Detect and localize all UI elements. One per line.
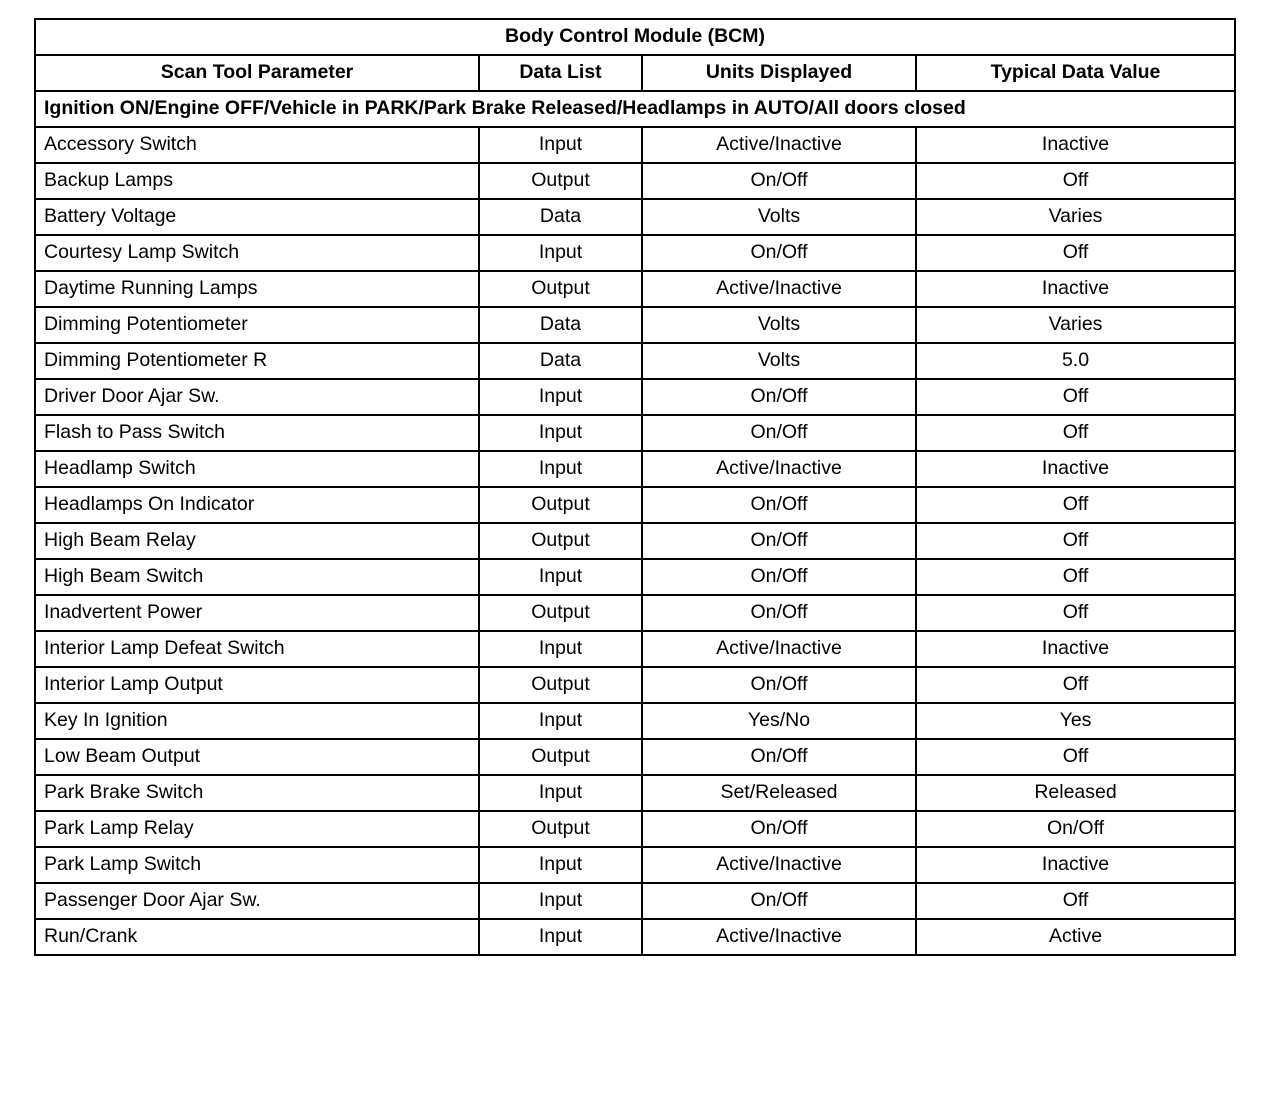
cell-data-list: Output [479,163,642,199]
cell-typical-value: 5.0 [916,343,1235,379]
cell-typical-value: Inactive [916,451,1235,487]
cell-data-list: Data [479,199,642,235]
cell-typical-value: Off [916,235,1235,271]
table-row [35,523,1235,559]
cell-typical-value: Inactive [916,127,1235,163]
table-row [35,343,1235,379]
cell-parameter: High Beam Switch [35,559,479,595]
cell-typical-value: Off [916,667,1235,703]
cell-typical-value: Off [916,415,1235,451]
cell-typical-value: Active [916,919,1235,955]
cell-units: Set/Released [642,775,916,811]
cell-data-list: Input [479,127,642,163]
cell-typical-value: Inactive [916,847,1235,883]
cell-data-list: Input [479,775,642,811]
cell-units: Active/Inactive [642,847,916,883]
cell-units: Volts [642,199,916,235]
cell-units: On/Off [642,595,916,631]
table-row [35,379,1235,415]
cell-units: Active/Inactive [642,127,916,163]
table-row [35,775,1235,811]
table-row [35,307,1235,343]
cell-parameter: Interior Lamp Defeat Switch [35,631,479,667]
cell-typical-value: Off [916,559,1235,595]
table-row [35,631,1235,667]
cell-data-list: Input [479,451,642,487]
cell-parameter: Key In Ignition [35,703,479,739]
table-row [35,559,1235,595]
cell-parameter: Run/Crank [35,919,479,955]
cell-typical-value: On/Off [916,811,1235,847]
cell-data-list: Output [479,811,642,847]
table-header-row [35,55,1235,91]
cell-typical-value: Off [916,739,1235,775]
cell-units: Active/Inactive [642,451,916,487]
cell-parameter: Flash to Pass Switch [35,415,479,451]
cell-units: Yes/No [642,703,916,739]
cell-units: Volts [642,343,916,379]
table-condition-row [35,91,1235,127]
bcm-parameter-table [34,18,1236,956]
table-row [35,667,1235,703]
table-row [35,595,1235,631]
table-row [35,739,1235,775]
cell-typical-value: Varies [916,307,1235,343]
column-header-parameter: Scan Tool Parameter [35,55,479,91]
cell-units: On/Off [642,163,916,199]
cell-parameter: Passenger Door Ajar Sw. [35,883,479,919]
cell-parameter: Park Lamp Relay [35,811,479,847]
test-condition: Ignition ON/Engine OFF/Vehicle in PARK/Park Brake Released/Headlamps in AUTO/All doors closed [35,91,1235,127]
table-title-row [35,19,1235,55]
column-header-data-list: Data List [479,55,642,91]
cell-parameter: Park Brake Switch [35,775,479,811]
table-row [35,811,1235,847]
cell-data-list: Output [479,595,642,631]
cell-units: On/Off [642,379,916,415]
cell-typical-value: Off [916,487,1235,523]
cell-data-list: Input [479,235,642,271]
cell-typical-value: Off [916,523,1235,559]
cell-parameter: Backup Lamps [35,163,479,199]
cell-data-list: Data [479,343,642,379]
cell-parameter: High Beam Relay [35,523,479,559]
cell-parameter: Dimming Potentiometer R [35,343,479,379]
table-body [35,19,1235,955]
table-row [35,127,1235,163]
cell-data-list: Output [479,523,642,559]
table-row [35,199,1235,235]
table-row [35,703,1235,739]
cell-parameter: Dimming Potentiometer [35,307,479,343]
table-row [35,847,1235,883]
cell-data-list: Output [479,271,642,307]
cell-typical-value: Off [916,883,1235,919]
cell-parameter: Battery Voltage [35,199,479,235]
table-row [35,415,1235,451]
cell-typical-value: Varies [916,199,1235,235]
cell-units: On/Off [642,883,916,919]
cell-parameter: Low Beam Output [35,739,479,775]
cell-data-list: Output [479,487,642,523]
table-row [35,163,1235,199]
cell-data-list: Input [479,379,642,415]
cell-units: Active/Inactive [642,631,916,667]
cell-units: On/Off [642,415,916,451]
cell-units: On/Off [642,523,916,559]
cell-data-list: Output [479,739,642,775]
cell-data-list: Input [479,883,642,919]
table-row [35,919,1235,955]
cell-parameter: Headlamp Switch [35,451,479,487]
cell-data-list: Output [479,667,642,703]
cell-typical-value: Inactive [916,271,1235,307]
table-row [35,271,1235,307]
table-title: Body Control Module (BCM) [35,19,1235,55]
cell-data-list: Input [479,847,642,883]
cell-typical-value: Inactive [916,631,1235,667]
column-header-typical-value: Typical Data Value [916,55,1235,91]
cell-typical-value: Off [916,379,1235,415]
cell-data-list: Data [479,307,642,343]
cell-typical-value: Off [916,595,1235,631]
table-row [35,883,1235,919]
cell-parameter: Daytime Running Lamps [35,271,479,307]
cell-units: On/Off [642,811,916,847]
table-row [35,235,1235,271]
cell-parameter: Inadvertent Power [35,595,479,631]
cell-units: Volts [642,307,916,343]
cell-typical-value: Released [916,775,1235,811]
cell-units: On/Off [642,487,916,523]
cell-data-list: Input [479,919,642,955]
cell-data-list: Input [479,631,642,667]
cell-parameter: Interior Lamp Output [35,667,479,703]
cell-parameter: Park Lamp Switch [35,847,479,883]
cell-units: On/Off [642,559,916,595]
cell-typical-value: Off [916,163,1235,199]
cell-parameter: Accessory Switch [35,127,479,163]
cell-data-list: Input [479,415,642,451]
cell-units: Active/Inactive [642,271,916,307]
table-row [35,487,1235,523]
cell-parameter: Headlamps On Indicator [35,487,479,523]
cell-parameter: Courtesy Lamp Switch [35,235,479,271]
cell-data-list: Input [479,703,642,739]
cell-units: On/Off [642,667,916,703]
cell-parameter: Driver Door Ajar Sw. [35,379,479,415]
column-header-units: Units Displayed [642,55,916,91]
table-row [35,451,1235,487]
cell-units: Active/Inactive [642,919,916,955]
cell-typical-value: Yes [916,703,1235,739]
cell-units: On/Off [642,235,916,271]
cell-data-list: Input [479,559,642,595]
cell-units: On/Off [642,739,916,775]
